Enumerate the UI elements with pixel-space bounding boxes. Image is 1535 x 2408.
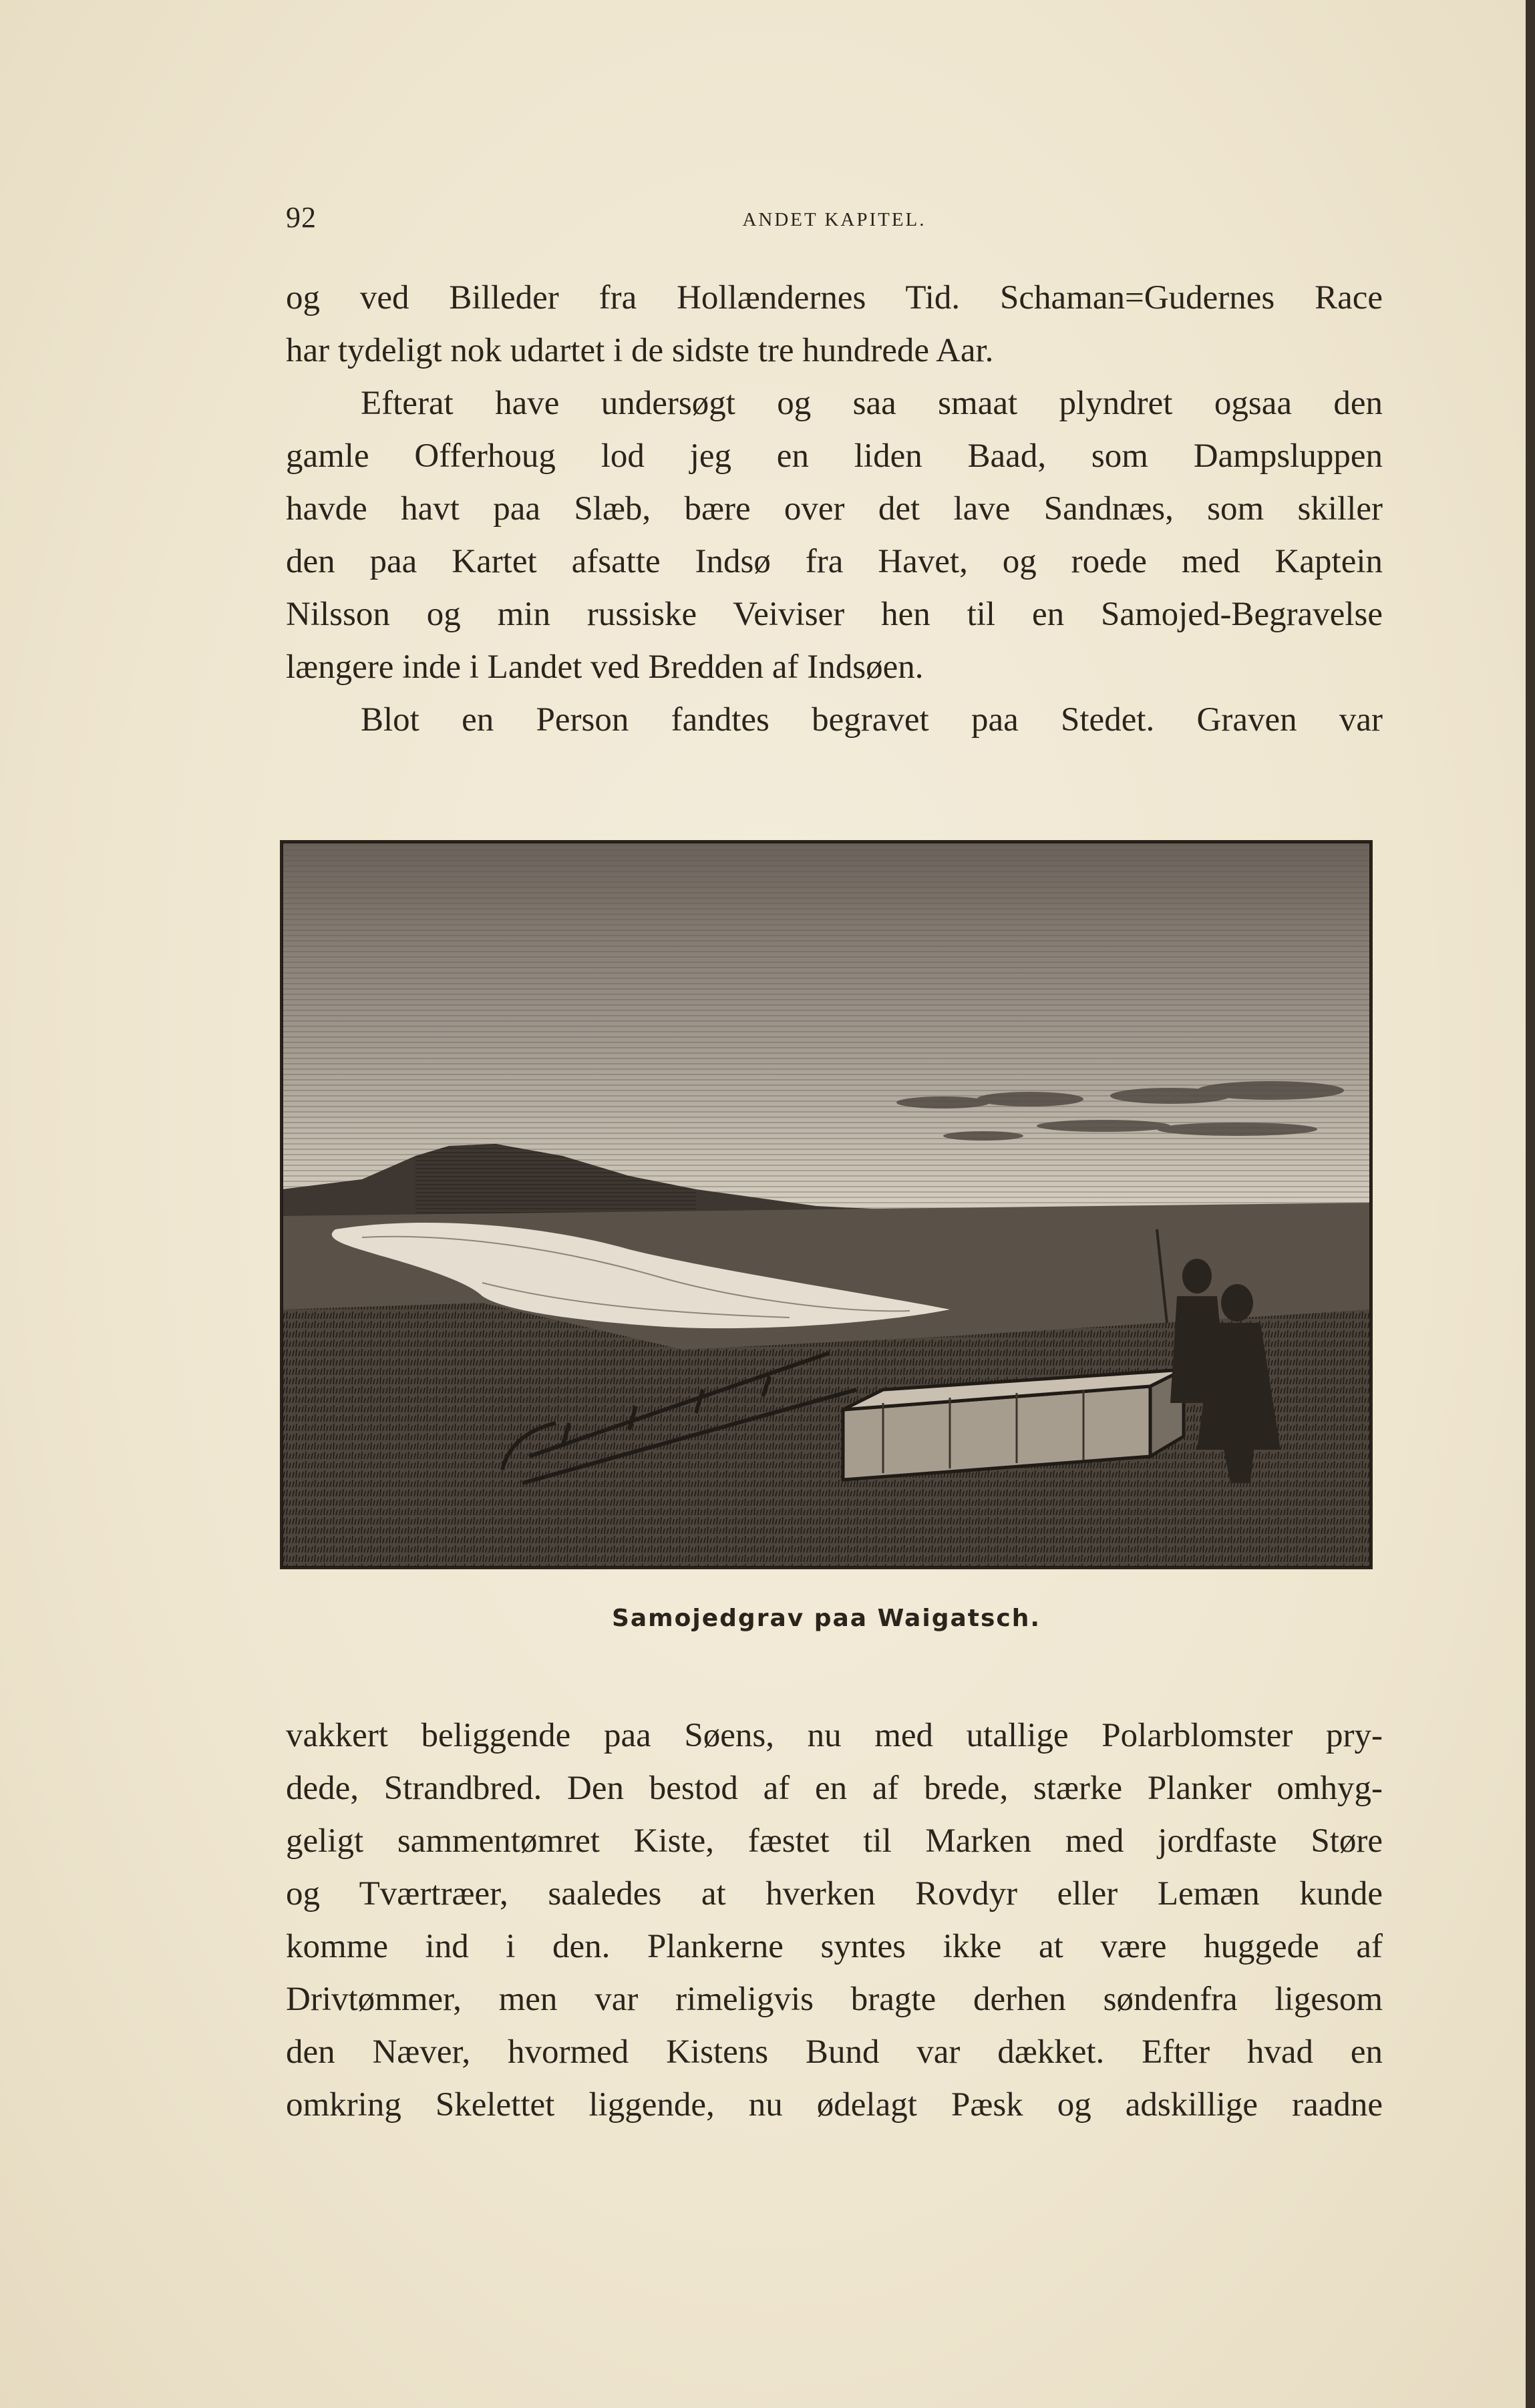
page-number: 92: [286, 201, 317, 234]
text-line: Blot en Person fandtes begravet paa Stedet. Graven var: [361, 701, 1383, 739]
page-header: [286, 198, 1383, 238]
engraving-illustration: [280, 840, 1373, 1569]
text-line: geligt sammentømret Kiste, fæstet til Marken med jordfaste Støre: [286, 1822, 1383, 1860]
text-line: og ved Billeder fra Hollændernes Tid. Schaman=Gudernes Race: [286, 279, 1383, 317]
text-line: dede, Strandbred. Den bestod af en af brede, stærke Planker omhyg-: [286, 1770, 1383, 1807]
figure-caption: Samojedgrav paa Waigatsch.: [611, 1605, 1041, 1632]
running-head: ANDET KAPITEL.: [742, 209, 926, 230]
text-line: den paa Kartet afsatte Indsø fra Havet, og roede med Kaptein: [286, 543, 1383, 580]
body-text-top: [286, 272, 1383, 747]
text-line: den Næver, hvormed Kistens Bund var dækket. Efter hvad en: [286, 2033, 1383, 2071]
text-line: omkring Skelettet liggende, nu ødelagt Pæsk og adskillige raadne: [286, 2086, 1383, 2124]
text-line: vakkert beliggende paa Søens, nu med utallige Polarblomster pry-: [286, 1717, 1383, 1754]
page-edge-shadow: [1526, 0, 1535, 2408]
text-line: og Tværtræer, saaledes at hverken Rovdyr eller Lemæn kunde: [286, 1875, 1383, 1913]
text-line: Efterat have undersøgt og saa smaat plyndret ogsaa den: [361, 385, 1383, 422]
text-line: gamle Offerhoug lod jeg en liden Baad, som Dampsluppen: [286, 437, 1383, 475]
text-line: Drivtømmer, men var rimeligvis bragte derhen søndenfra ligesom: [286, 1981, 1383, 2018]
text-line: havde havt paa Slæb, bære over det lave Sandnæs, som skiller: [286, 490, 1383, 528]
text-line: længere inde i Landet ved Bredden af Indsøen.: [286, 648, 924, 686]
text-line: Nilsson og min russiske Veiviser hen til en Samojed-Begravelse: [286, 596, 1383, 633]
text-line: komme ind i den. Plankerne syntes ikke at være huggede af: [286, 1928, 1383, 1965]
body-text-bottom: [286, 1710, 1383, 2132]
text-line: har tydeligt nok udartet i de sidste tre hundrede Aar.: [286, 332, 994, 369]
